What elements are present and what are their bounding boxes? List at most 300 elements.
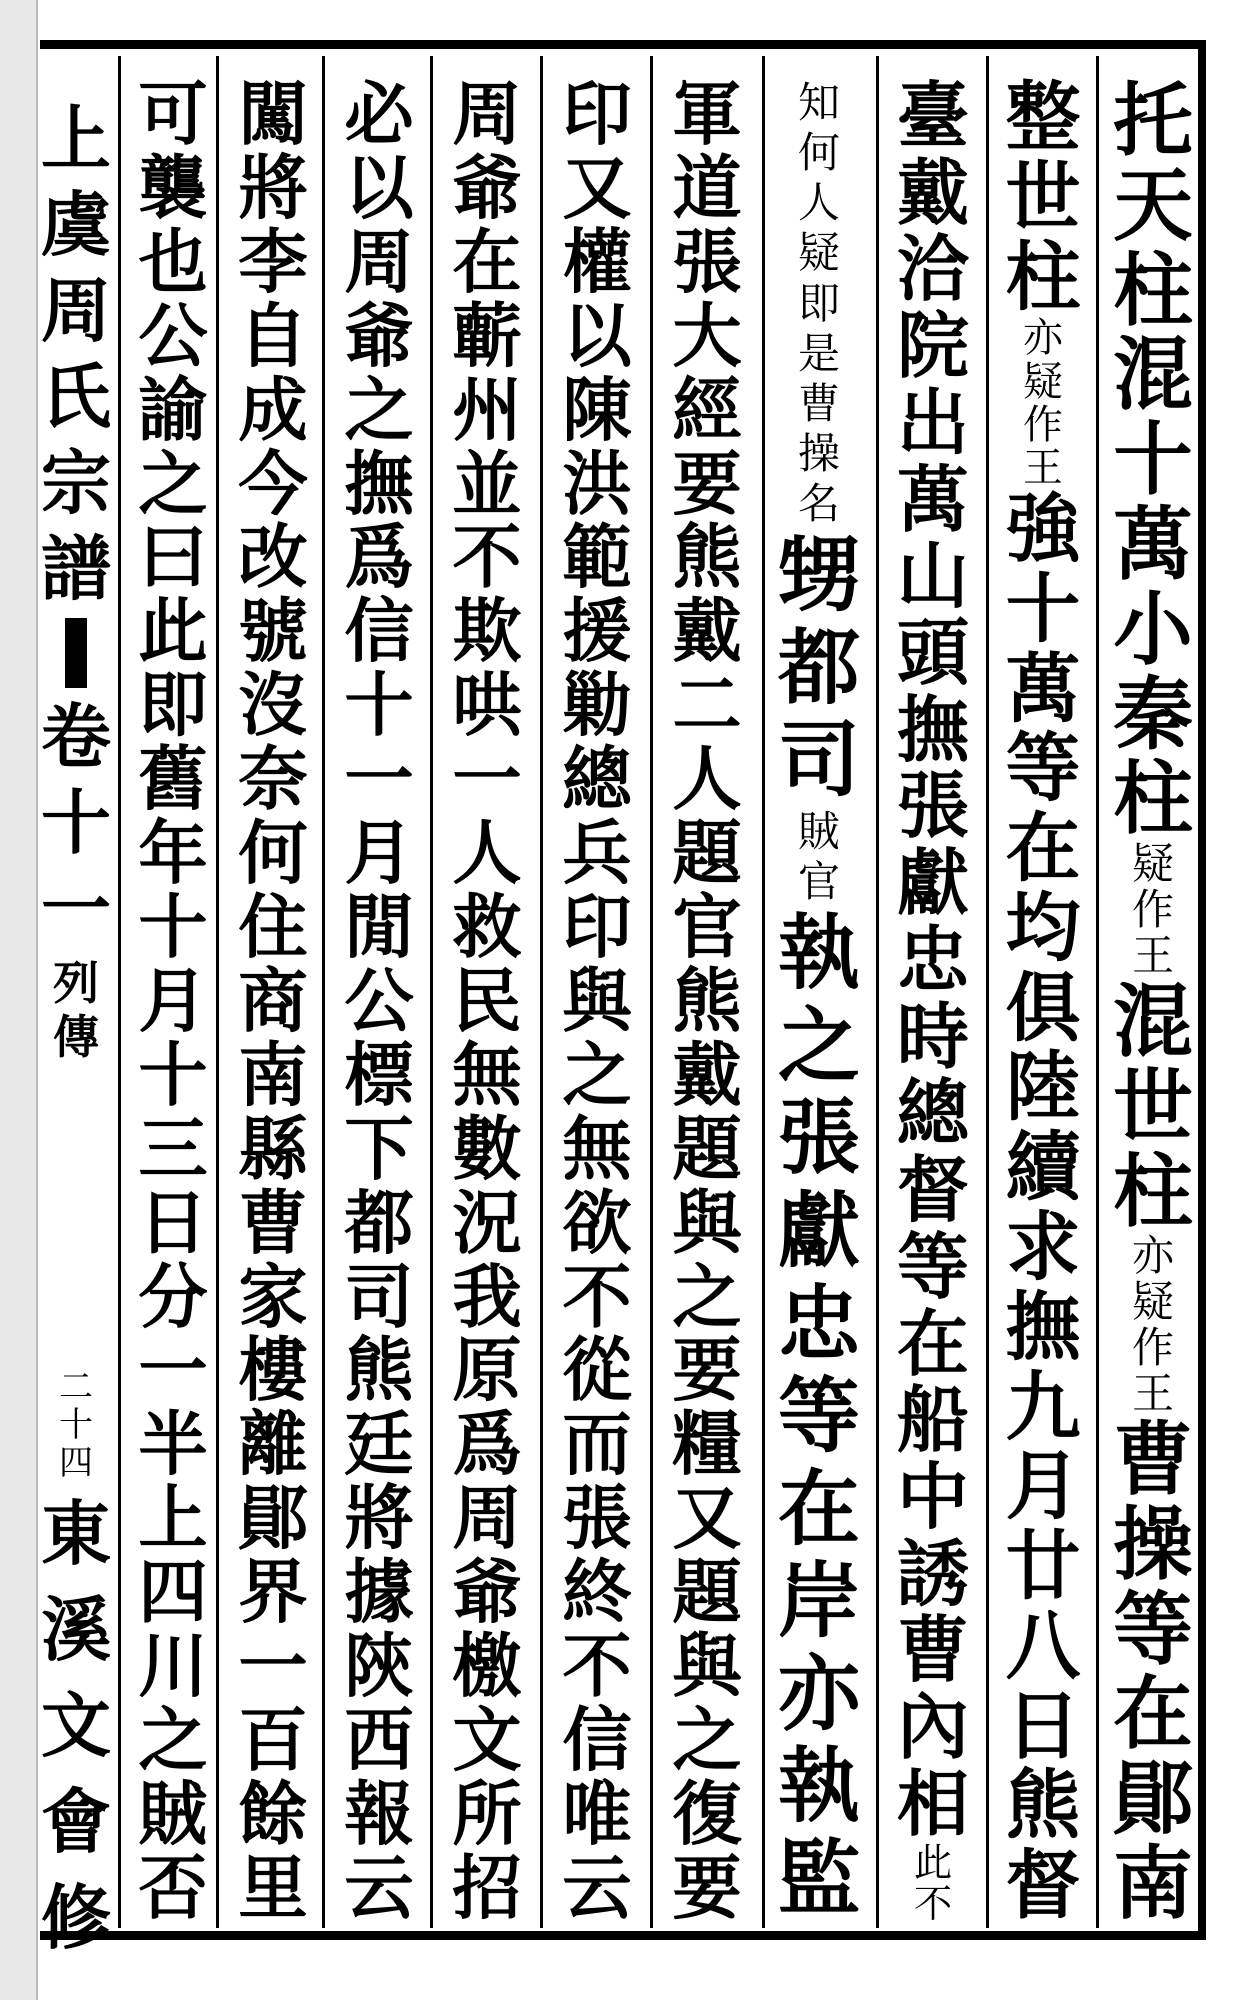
text-char: 今 [238,443,308,525]
column-rule [1096,56,1099,1928]
text-char: 唯 [562,1773,632,1855]
text-char: 餘 [238,1773,308,1855]
text-char: 勦 [562,665,632,747]
text-char: 月 [138,960,208,1042]
column-rule [876,56,879,1928]
text-char: 秦 [1113,666,1193,761]
text-char: 爲 [452,1404,522,1486]
text-char: 月 [1005,1442,1081,1531]
text-char: 軍 [672,74,742,155]
text-char: 從 [562,1330,632,1412]
text-char: 文 [452,1699,522,1781]
text-char: 援 [562,591,632,673]
text-char: 數 [452,1108,522,1190]
text-run [329,74,429,1929]
text-char: 柱 [1113,1143,1193,1238]
annotation-char: 即 [797,278,840,328]
text-char: 百 [238,1699,308,1781]
text-char: 廷 [344,1404,414,1486]
text-char: 相 [897,1760,969,1846]
text-char: 人 [452,813,522,895]
text-char: 所 [452,1773,522,1855]
margin-hall-name [36,1486,116,1966]
text-char: 陝 [344,1626,414,1708]
text-char: 周 [452,74,522,155]
text-char: 熊 [344,1330,414,1412]
text-char: 整 [1005,73,1081,161]
text-char: 界 [238,1552,308,1634]
text-char: 之 [672,1256,742,1338]
annotation-char: 王 [1023,444,1063,491]
annotation-char: 是 [797,328,840,378]
text-char: 萬 [1113,496,1193,591]
text-char: 南 [1113,1836,1193,1930]
annotation-char: 此 [913,1840,953,1886]
text-char: 不 [452,517,522,599]
text-char: 天 [1113,157,1193,252]
text-char: 院 [897,303,969,389]
text-char: 熊 [672,517,742,599]
hall-name-char: 會 [41,1780,111,1863]
text-char: 撫 [1005,1282,1081,1371]
text-char: 復 [672,1773,742,1855]
text-char: 臺 [897,73,969,158]
text-char: 爺 [344,295,414,377]
text-char: 柱 [1005,232,1081,321]
text-char: 十 [1113,412,1193,507]
text-char: 權 [562,221,632,303]
text-char: 柱 [1113,242,1193,337]
text-char: 陳 [562,369,632,451]
text-char: 檄 [452,1626,522,1708]
annotation-char: 官 [797,857,840,907]
text-char: 將 [238,147,308,229]
text-column-4 [766,56,872,1928]
annotation-char: 曹 [797,378,840,428]
text-run [547,74,647,1929]
text-column-1 [1100,56,1206,1928]
annotation-run [1103,841,1203,979]
text-char: 爺 [452,147,522,229]
text-column-9 [220,56,326,1928]
text-column-5 [654,56,760,1928]
text-char: 要 [672,1847,742,1929]
text-char: 樓 [238,1330,308,1412]
text-char: 信 [344,591,414,673]
text-char: 張 [672,221,742,303]
margin-section-char: 傳 [53,1010,99,1064]
text-char: 自 [238,295,308,377]
text-char: 十 [138,886,208,968]
text-char: 獻 [897,840,969,926]
text-char: 縣 [238,1108,308,1190]
text-char: 人 [672,739,742,821]
text-char: 一 [238,1626,308,1708]
column-rule [762,56,765,1928]
text-char: 閒 [344,886,414,968]
annotation-run [769,78,869,529]
text-char: 執 [777,1738,860,1835]
text-column-10 [120,56,226,1928]
text-char: 獻 [777,1183,860,1280]
annotation-char: 人 [797,178,840,228]
text-char: 監 [777,1831,860,1928]
text-char: 不 [562,1256,632,1338]
text-char: 督 [1005,1841,1081,1930]
annotation-char: 王 [1131,1369,1174,1419]
hall-name-char: 東 [41,1492,111,1575]
column-rule [986,56,989,1928]
text-char: 信 [562,1699,632,1781]
annotation-char: 何 [797,128,840,178]
text-char: 與 [562,960,632,1042]
text-char: 曹 [238,1182,308,1264]
text-char: 都 [777,619,860,716]
text-char: 欺 [452,591,522,673]
text-char: 亦 [777,1645,860,1742]
annotation-char: 作 [1131,1323,1174,1373]
text-char: 里 [238,1847,308,1929]
text-char: 商 [238,960,308,1042]
text-char: 哄 [452,665,522,747]
text-char: 日 [138,1182,208,1264]
text-char: 廿 [1005,1522,1081,1611]
annotation-char: 亦 [1023,315,1063,362]
margin-title-char: 虞 [41,183,111,266]
text-char: 以 [562,295,632,377]
annotation-run [883,1840,983,1928]
text-char: 奈 [238,739,308,821]
text-char: 之 [562,1034,632,1116]
text-char: 出 [897,379,969,465]
text-run [993,485,1093,1930]
annotation-run [769,807,869,907]
text-char: 印 [562,74,632,155]
text-column-8 [326,56,432,1928]
text-char: 在 [1113,1666,1193,1761]
text-char: 三 [138,1108,208,1190]
text-char: 也 [138,221,208,303]
text-char: 等 [777,1368,860,1465]
text-column-7 [434,56,540,1928]
text-run [993,73,1093,321]
text-char: 托 [1113,73,1193,167]
text-char: 云 [344,1847,414,1929]
annotation-char: 知 [797,78,840,127]
text-run [1103,1412,1203,1930]
text-char: 岸 [777,1553,860,1650]
text-char: 十 [344,665,414,747]
text-char: 戴 [897,149,969,235]
text-char: 要 [672,1330,742,1412]
text-char: 無 [452,1034,522,1116]
text-char: 熊 [1005,1761,1081,1850]
text-char: 總 [562,739,632,821]
text-run [769,905,869,1928]
text-char: 甥 [777,527,860,624]
text-run [123,74,223,1929]
text-char: 何 [238,813,308,895]
text-char: 我 [452,1256,522,1338]
hall-name-char: 文 [41,1684,111,1767]
margin-section-char: 列 [53,956,99,1010]
margin-title-char: 宗 [41,441,111,524]
annotation-run [993,317,1093,490]
margin-title-char: 周 [41,269,111,352]
text-char: 續 [1005,1123,1081,1212]
text-char: 等 [1005,724,1081,813]
text-char: 月 [344,813,414,895]
text-char: 住 [238,886,308,968]
text-char: 並 [452,443,522,525]
text-char: 家 [238,1256,308,1338]
text-char: 大 [672,295,742,377]
text-char: 成 [238,369,308,451]
page-number-char: 四 [59,1443,93,1483]
hall-name-char: 溪 [41,1588,111,1671]
text-char: 世 [1005,152,1081,241]
text-run [223,74,323,1929]
text-char: 熊 [672,960,742,1042]
text-char: 舊 [138,739,208,821]
text-char: 終 [562,1552,632,1634]
text-char: 小 [1113,581,1193,676]
text-char: 糧 [672,1404,742,1486]
text-char: 均 [1005,883,1081,972]
text-char: 而 [562,1404,632,1486]
text-run [1103,73,1203,846]
text-char: 司 [777,712,860,809]
text-char: 混 [1113,327,1193,422]
margin-title-char: 氏 [41,355,111,438]
text-char: 諭 [138,369,208,451]
text-char: 否 [138,1847,208,1929]
text-char: 之 [138,443,208,525]
text-char: 頭 [897,610,969,696]
text-char: 在 [897,1300,969,1386]
annotation-char: 作 [1131,885,1174,935]
text-char: 兵 [562,813,632,895]
annotation-char: 名 [797,479,840,529]
text-run [1103,973,1203,1238]
text-char: 分 [138,1256,208,1338]
text-char: 之 [672,1699,742,1781]
text-char: 求 [1005,1203,1081,1291]
text-char: 之 [777,997,860,1094]
text-char: 戴 [672,1034,742,1116]
text-char: 張 [777,1090,860,1187]
text-char: 執 [777,905,860,1002]
margin-page-number [36,1368,116,1482]
text-char: 民 [452,960,522,1042]
text-char: 招 [452,1847,522,1929]
text-char: 周 [452,1478,522,1560]
page-margin [36,56,116,1959]
text-char: 混 [1113,973,1193,1068]
text-char: 要 [672,443,742,525]
margin-volume-char: 卷 [41,695,111,778]
text-char: 蘄 [452,295,522,377]
text-char: 半 [138,1404,208,1486]
text-char: 在 [777,1460,860,1557]
text-char: 爺 [452,1552,522,1634]
text-char: 柱 [1113,751,1193,846]
text-char: 洪 [562,443,632,525]
margin-title-char: 上 [41,97,111,180]
annotation-char: 疑 [797,228,840,278]
annotation-char: 疑 [1023,358,1063,405]
text-char: 與 [672,1626,742,1708]
text-char: 云 [562,1847,632,1929]
text-run [769,529,869,807]
text-char: 救 [452,886,522,968]
text-char: 無 [562,1108,632,1190]
text-char: 之 [344,369,414,451]
text-char: 報 [344,1773,414,1855]
text-char: 中 [897,1453,969,1539]
text-char: 況 [452,1182,522,1264]
text-char: 一 [344,739,414,821]
text-char: 張 [562,1478,632,1560]
text-char: 曹 [897,1607,969,1693]
text-char: 忠 [897,916,969,1002]
text-char: 原 [452,1330,522,1412]
text-char: 鄖 [1113,1751,1193,1846]
text-char: 操 [1113,1496,1193,1591]
text-char: 十 [1005,564,1081,653]
text-char: 題 [672,813,742,895]
text-char: 強 [1005,485,1081,574]
text-char: 時 [897,993,969,1079]
text-char: 撫 [344,443,414,525]
book-spine [0,0,38,2000]
annotation-char: 不 [913,1882,953,1928]
text-char: 印 [562,886,632,968]
text-char: 下 [344,1108,414,1190]
text-char: 年 [138,813,208,895]
text-char: 洽 [897,226,969,312]
text-column-6 [544,56,650,1928]
text-char: 即 [138,665,208,747]
annotation-char: 王 [1131,931,1174,981]
text-char: 都 [344,1182,414,1264]
text-char: 司 [344,1256,414,1338]
text-char: 號 [238,591,308,673]
text-char: 曰 [138,517,208,599]
page-number-char: 二 [59,1367,93,1407]
text-char: 周 [344,221,414,303]
text-char: 不 [562,1626,632,1708]
text-char: 離 [238,1404,308,1486]
text-char: 標 [344,1034,414,1116]
text-char: 四 [138,1552,208,1634]
text-char: 萬 [1005,644,1081,733]
text-char: 沒 [238,665,308,747]
annotation-char: 作 [1023,401,1063,448]
text-char: 二 [672,665,742,747]
text-char: 之 [138,1699,208,1781]
text-run [437,74,537,1929]
text-char: 在 [1005,804,1081,893]
text-char: 川 [138,1626,208,1708]
text-char: 道 [672,147,742,229]
text-char: 公 [344,960,414,1042]
margin-title-char: 譜 [41,527,111,610]
text-char: 襲 [138,147,208,229]
text-char: 以 [344,147,414,229]
annotation-char: 疑 [1131,1277,1174,1327]
text-char: 據 [344,1552,414,1634]
annotation-run [1103,1233,1203,1417]
text-char: 上 [138,1478,208,1560]
text-run [883,73,983,1846]
text-char: 鄖 [238,1478,308,1560]
text-char: 世 [1113,1058,1193,1153]
text-column-3 [880,56,986,1928]
text-char: 內 [897,1684,969,1770]
text-char: 李 [238,221,308,303]
text-char: 官 [672,886,742,968]
text-char: 九 [1005,1362,1081,1451]
text-char: 曹 [1113,1412,1193,1507]
text-char: 欲 [562,1182,632,1264]
text-char: 船 [897,1377,969,1463]
column-rule [650,56,653,1928]
text-char: 一 [138,1330,208,1412]
margin-book-title [36,96,116,1064]
text-char: 將 [344,1478,414,1560]
text-char: 公 [138,295,208,377]
text-char: 與 [672,1182,742,1264]
text-char: 經 [672,369,742,451]
text-char: 南 [238,1034,308,1116]
text-char: 闖 [238,74,308,155]
text-column-2 [990,56,1096,1928]
text-char: 等 [1113,1581,1193,1676]
text-char: 督 [897,1147,969,1233]
text-char: 必 [344,74,414,155]
text-char: 可 [138,74,208,155]
text-char: 張 [897,763,969,849]
hall-name-char: 修 [41,1876,111,1959]
text-char: 撫 [897,686,969,772]
text-run [657,74,757,1929]
text-char: 題 [672,1552,742,1634]
text-char: 賊 [138,1773,208,1855]
text-char: 八 [1005,1601,1081,1690]
text-char: 總 [897,1070,969,1156]
text-char: 此 [138,591,208,673]
fish-tail-mark [65,618,87,688]
annotation-char: 操 [797,428,840,478]
text-char: 改 [238,517,308,599]
text-char: 萬 [897,456,969,542]
annotation-char: 賊 [797,807,840,856]
column-rule [540,56,543,1928]
annotation-char: 疑 [1131,839,1174,889]
text-char: 陸 [1005,1043,1081,1132]
text-char: 山 [897,533,969,619]
margin-volume-char: 一 [41,867,111,950]
text-char: 又 [562,147,632,229]
text-char: 範 [562,517,632,599]
text-char: 州 [452,369,522,451]
text-char: 日 [1005,1681,1081,1770]
margin-volume-char: 十 [41,781,111,864]
text-char: 在 [452,221,522,303]
text-char: 十 [138,1034,208,1116]
text-char: 題 [672,1108,742,1190]
